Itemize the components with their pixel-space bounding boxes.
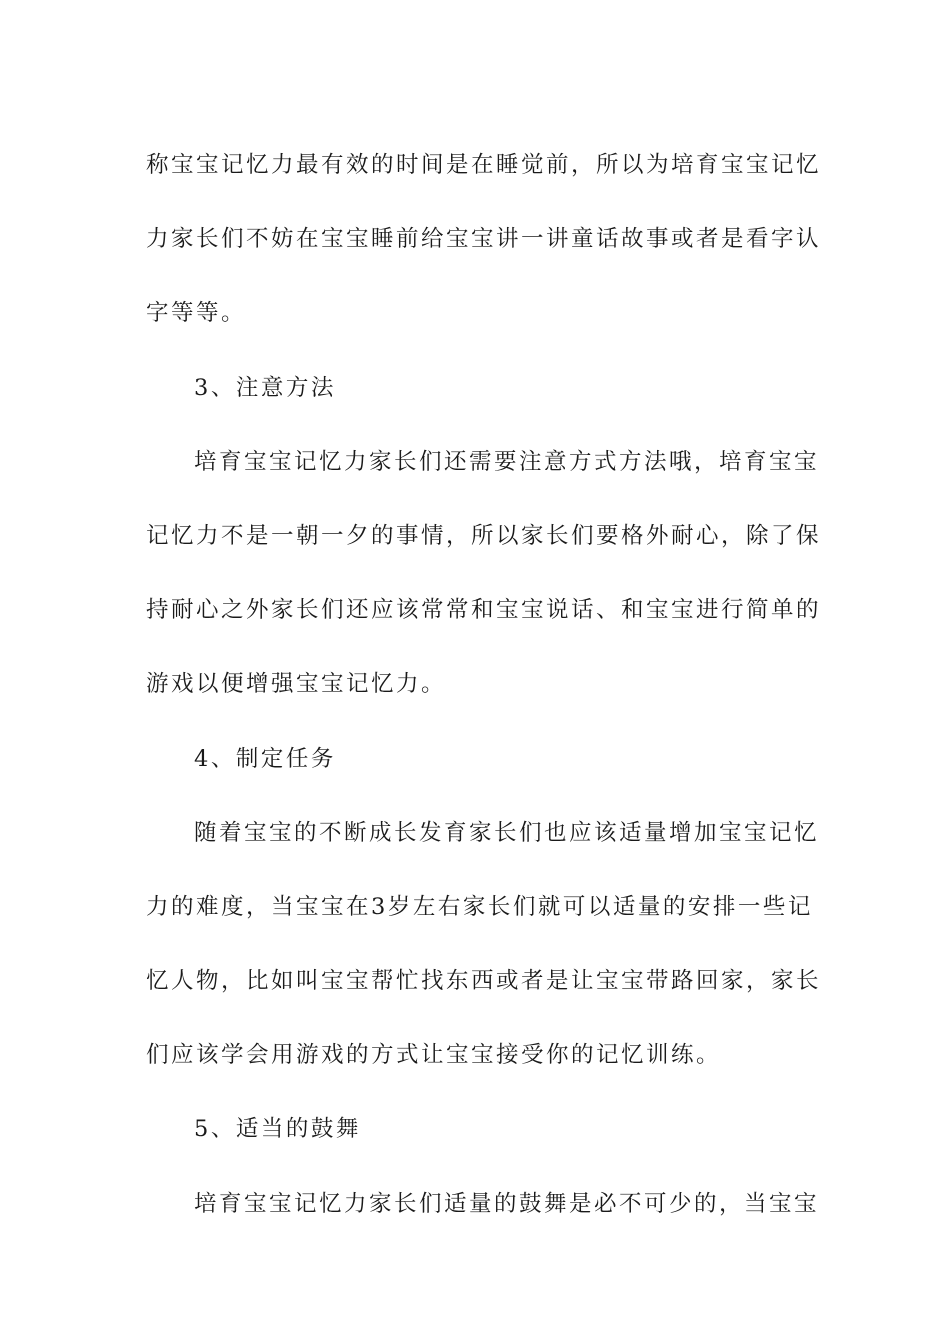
section-heading: 5、适当的鼓舞 — [194, 1116, 361, 1143]
paragraph-line: 忆人物，比如叫宝宝帮忙找东西或者是让宝宝带路回家，家长 — [146, 968, 822, 995]
paragraph-line: 游戏以便增强宝宝记忆力。 — [146, 671, 447, 698]
section-heading: 4、制定任务 — [194, 745, 336, 772]
section-heading: 3、注意方法 — [194, 374, 336, 401]
paragraph-line: 培育宝宝记忆力家长们适量的鼓舞是必不可少的，当宝宝 — [194, 1190, 820, 1217]
document-body — [146, 128, 822, 1241]
paragraph-line: 力的难度，当宝宝在3岁左右家长们就可以适量的安排一些记 — [146, 893, 813, 920]
paragraph-line: 字等等。 — [146, 300, 247, 327]
paragraph-line: 持耐心之外家长们还应该常常和宝宝说话、和宝宝进行简单的 — [146, 597, 822, 624]
paragraph-line: 力家长们不妨在宝宝睡前给宝宝讲一讲童话故事或者是看字认 — [146, 226, 822, 253]
paragraph-line: 记忆力不是一朝一夕的事情，所以家长们要格外耐心，除了保 — [146, 522, 822, 549]
paragraph-line: 培育宝宝记忆力家长们还需要注意方式方法哦，培育宝宝 — [194, 448, 820, 475]
paragraph-line: 们应该学会用游戏的方式让宝宝接受你的记忆训练。 — [146, 1042, 722, 1069]
paragraph-line: 称宝宝记忆力最有效的时间是在睡觉前，所以为培育宝宝记忆 — [146, 152, 822, 178]
paragraph-line: 随着宝宝的不断成长发育家长们也应该适量增加宝宝记忆 — [194, 819, 820, 846]
